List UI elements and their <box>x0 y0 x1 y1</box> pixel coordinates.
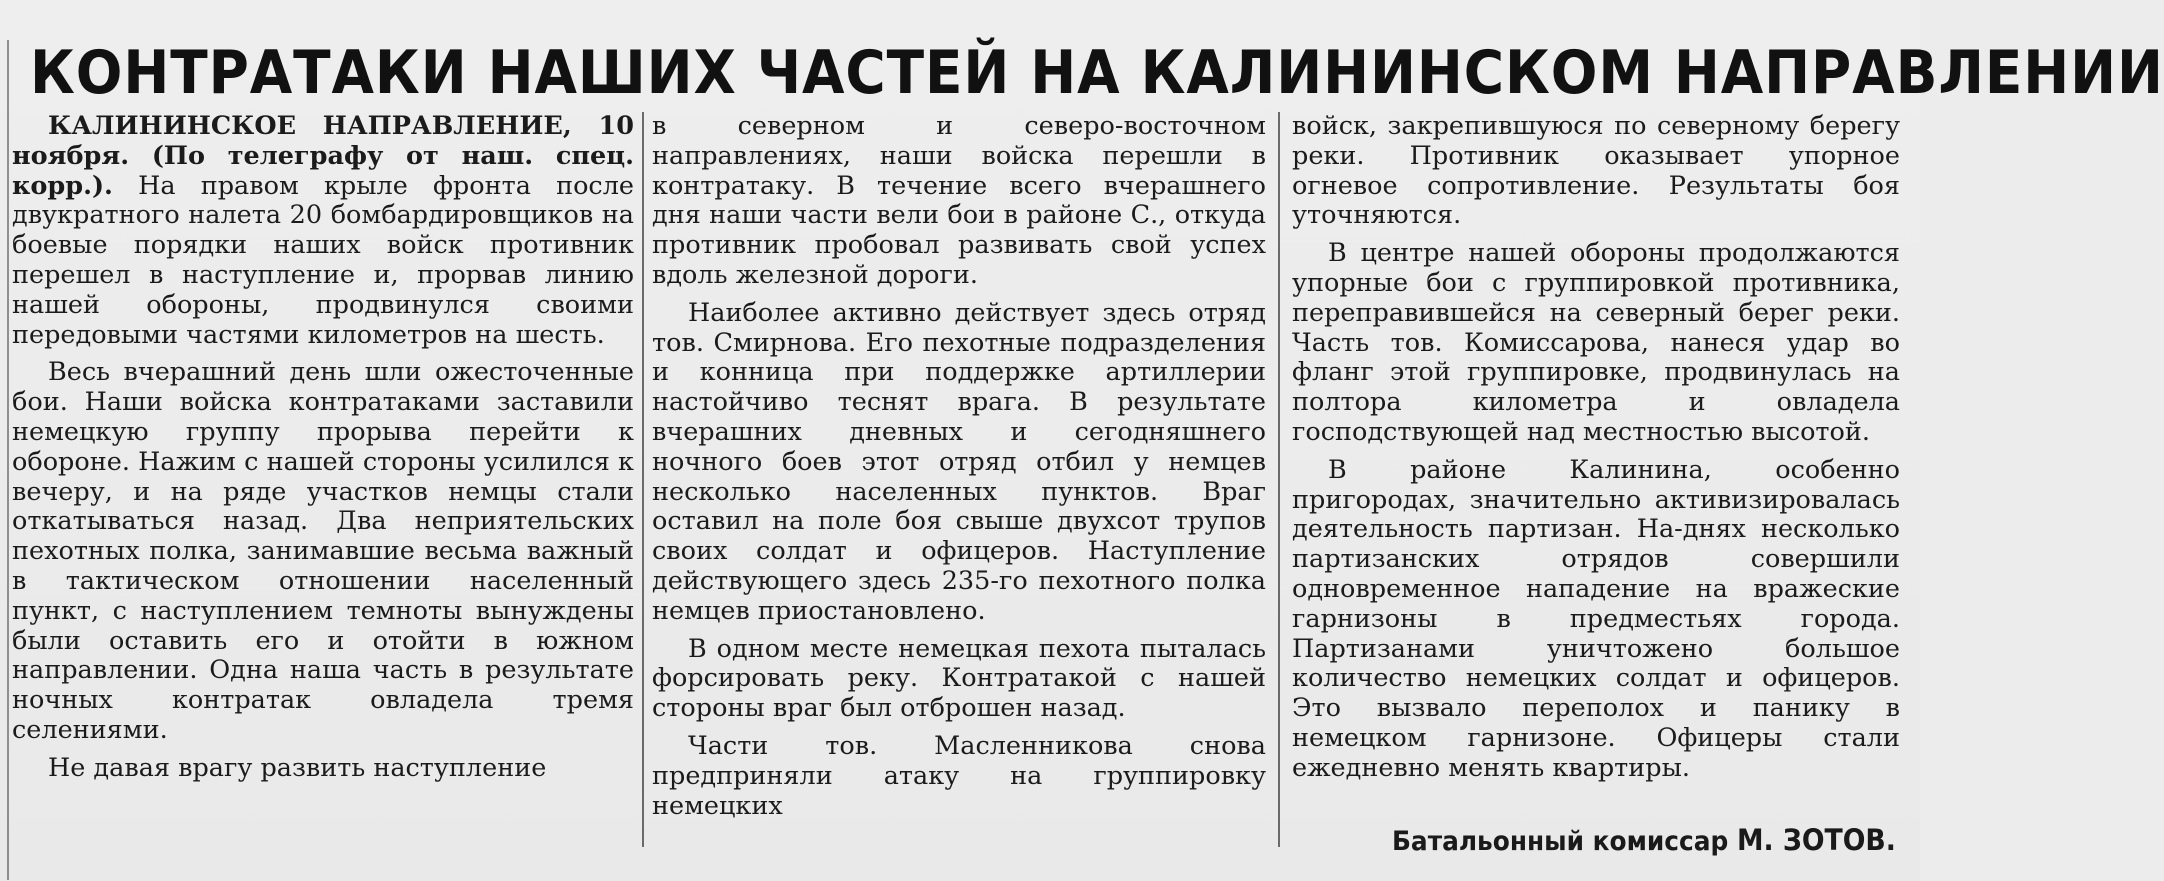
author-signature <box>1392 820 1896 862</box>
author-title: Батальонный комиссар <box>1392 826 1729 857</box>
column-divider <box>1278 112 1280 847</box>
article-column-2 <box>652 112 1266 829</box>
article-column-3 <box>1292 112 1900 792</box>
article-paragraph: в северном и северо-восточном направлениях, наши войска перешли в контратаку. В течение всего вчерашнего дня наши части вели бои в районе С., откуда противник пробовал развивать свой успех вдоль железной дороги. <box>652 111 1266 290</box>
article-paragraph: В центре нашей обороны продолжаются упорные бои с группировкой противника, переправившейся на северный берег реки. Часть тов. Комиссарова, нанеся удар во фланг этой группировке, продвинулась на полтора километра и овладела господствующей над местностью высотой. <box>1292 238 1900 447</box>
page-edge-line <box>7 40 9 880</box>
column-divider <box>642 112 644 847</box>
article-headline: КОНТРАТАКИ НАШИХ ЧАСТЕЙ НА КАЛИНИНСКОМ НАПРАВЛЕНИИ <box>30 38 2164 108</box>
article-paragraph: В одном месте немецкая пехота пыталась форсировать реку. Контратакой с нашей стороны враг был отброшен назад. <box>652 633 1266 724</box>
article-paragraph: Части тов. Масленникова снова предприняли атаку на группировку немецких <box>652 730 1266 821</box>
article-paragraph: В районе Калинина, особенно пригородах, значительно активизировалась деятельность партизан. На-днях несколько партизанских отрядов совершили одновременное нападение на вражеские гарнизоны в предместьях города. Партизанами уничтожено большое количество немецких солдат и офицеров. Это вызвало переполох и панику в немецком гарнизоне. Офицеры стали ежедневно менять квартиры. <box>1292 454 1900 783</box>
article-paragraph: Не давая врагу развить наступление <box>48 752 547 783</box>
dateline: КАЛИНИНСКОЕ НАПРАВЛЕНИЕ, 10 ноября. (По телеграфу от наш. спец. корр.). <box>12 111 634 201</box>
paragraph-text: На правом крыле фронта после двукратного налета 20 бомбардировщиков на боевые порядки наших войск противник перешел в наступление и, прорвав линию нашей обороны, продвинулся своими передовыми частями километров на шесть. <box>12 170 635 350</box>
article-paragraph: войск, закрепившуюся по северному берегу реки. Противник оказывает упорное огневое сопротивление. Результаты боя уточняются. <box>1292 111 1900 231</box>
article-paragraph: Наиболее активно действует здесь отряд тов. Смирнова. Его пехотные подразделения и конница при поддержке артиллерии настойчиво теснят врага. В результате вчерашних дневных и сегодняшнего ночного боев этот отряд отбил у немцев несколько населенных пунктов. Враг оставил на поле боя свыше двухсот трупов своих солдат и офицеров. Наступление действующего здесь 235-го пехотного полка немцев приостановлено. <box>652 297 1266 626</box>
article-paragraph <box>12 112 634 350</box>
author-name: М. ЗОТОВ. <box>1736 823 1896 857</box>
article-paragraph: Весь вчерашний день шли ожесточенные бои. Наши войска контратаками заставили немецкую группу прорыва перейти к обороне. Нажим с нашей стороны усилился к вечеру, и на ряде участков немцы стали откатываться назад. Два неприятельских пехотных полка, занимавшие весьма важный в тактическом отношении населенный пункт, с наступлением темноты вынуждены были оставить его и отойти в южном направлении. Одна наша часть в результате ночных контратак овладела тремя селениями. <box>12 357 634 745</box>
article-column-1 <box>12 112 634 792</box>
